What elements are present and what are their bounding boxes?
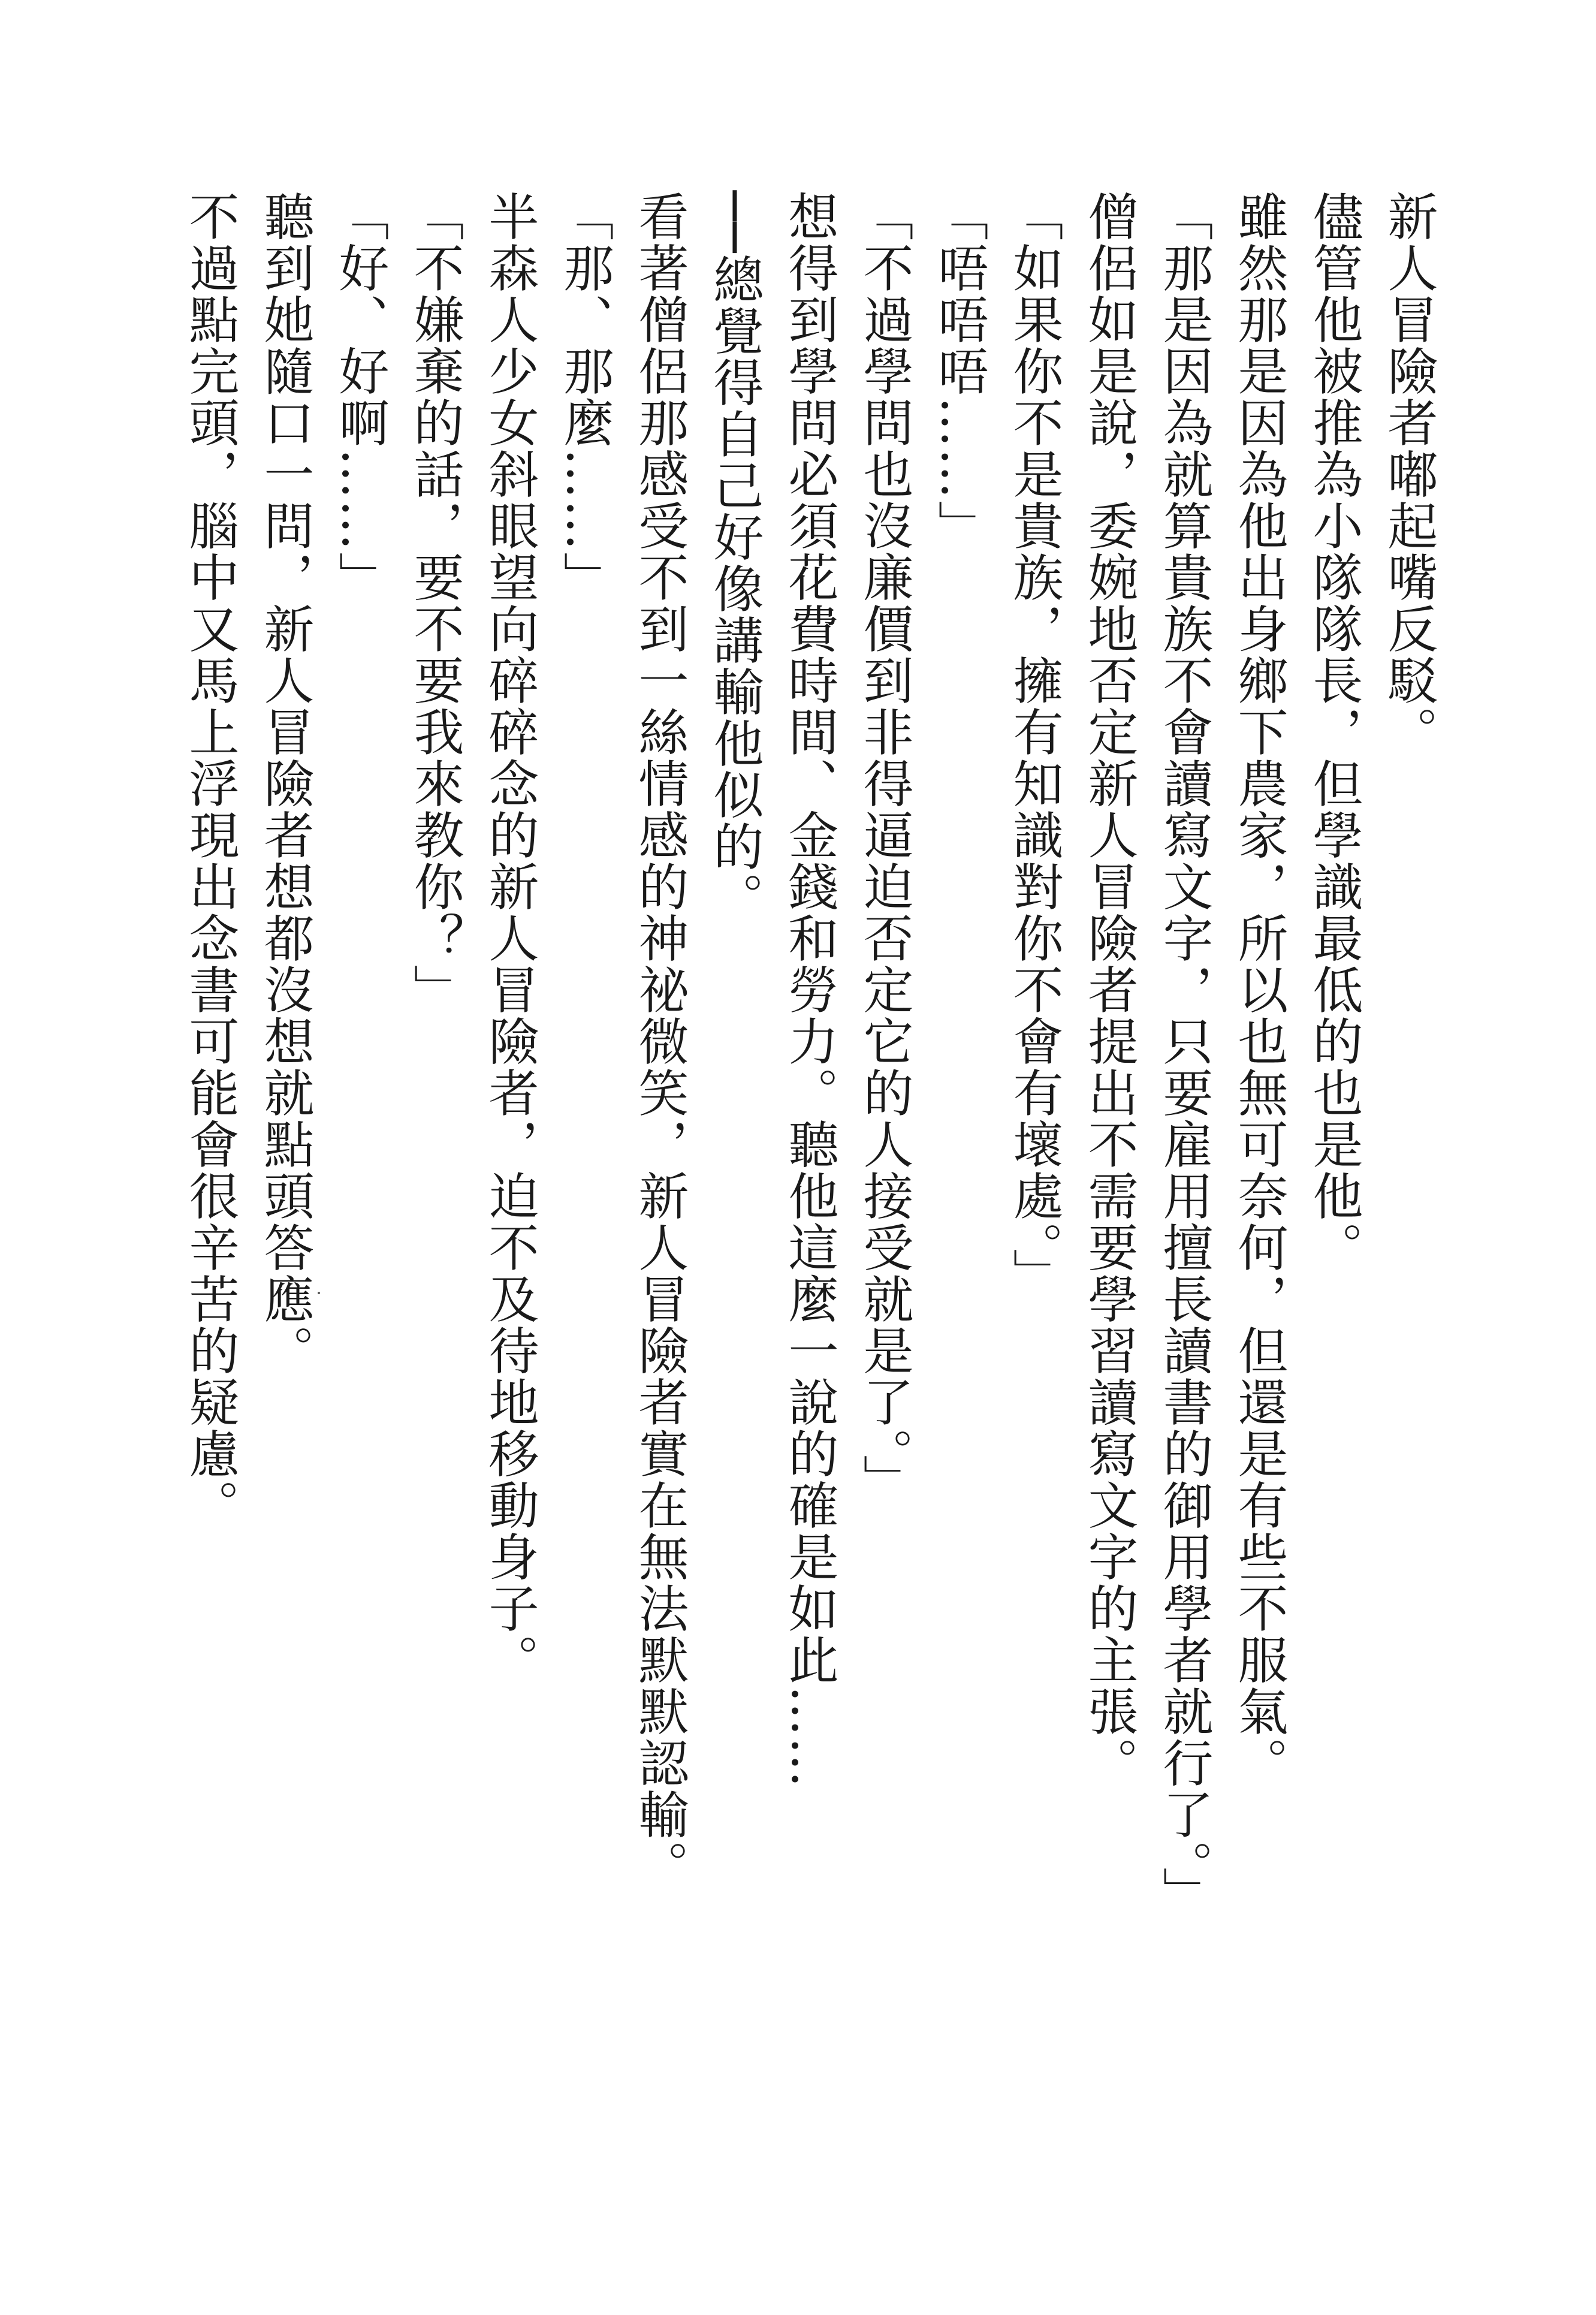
text-line: 「那是因為就算貴族不會讀寫文字，只要雇用擅長讀書的御用學者就行了。」 bbox=[1155, 191, 1214, 1918]
text-line: 「不過學問也沒廉價到非得逼迫否定它的人接受就是了。」 bbox=[855, 191, 914, 1506]
text-line: 「如果你不是貴族，擁有知識對你不會有壞處。」 bbox=[1005, 191, 1064, 1300]
vertical-text-body bbox=[173, 191, 1446, 1918]
text-line: 儘管他被推為小隊隊長，但學識最低的也是他。 bbox=[1305, 191, 1363, 1273]
text-line: 半森人少女斜眼望向碎碎念的新人冒險者，迫不及待地移動身子。 bbox=[481, 191, 539, 1686]
text-line: 僧侶如是說，委婉地否定新人冒險者提出不需要學習讀寫文字的主張。 bbox=[1080, 191, 1139, 1789]
text-line: ──總覺得自己好像講輸他似的。 bbox=[705, 191, 764, 924]
stray-mark bbox=[318, 1292, 320, 1294]
text-line: 「不嫌棄的話，要不要我來教你？」 bbox=[406, 191, 464, 1015]
text-line: 雖然那是因為他出身鄉下農家，所以也無可奈何，但還是有些不服氣。 bbox=[1230, 191, 1289, 1789]
text-line: 「唔唔唔……」 bbox=[930, 191, 989, 551]
text-line: 聽到她隨口一問，新人冒險者想都沒想就點頭答應。 bbox=[256, 191, 315, 1376]
text-line: 新人冒險者嘟起嘴反駁。 bbox=[1380, 191, 1438, 758]
text-line: 「那、那麼……」 bbox=[556, 191, 614, 603]
text-line: 不過點完頭，腦中又馬上浮現出念書可能會很辛苦的疑慮。 bbox=[181, 191, 240, 1531]
text-line: 看著僧侶那感受不到一絲情感的神祕微笑，新人冒險者實在無法默默認輸。 bbox=[630, 191, 689, 1892]
text-line: 想得到學問必須花費時間、金錢和勞力。聽他這麼一說的確是如此…… bbox=[780, 191, 839, 1789]
text-line: 「好、好啊……」 bbox=[331, 191, 390, 603]
